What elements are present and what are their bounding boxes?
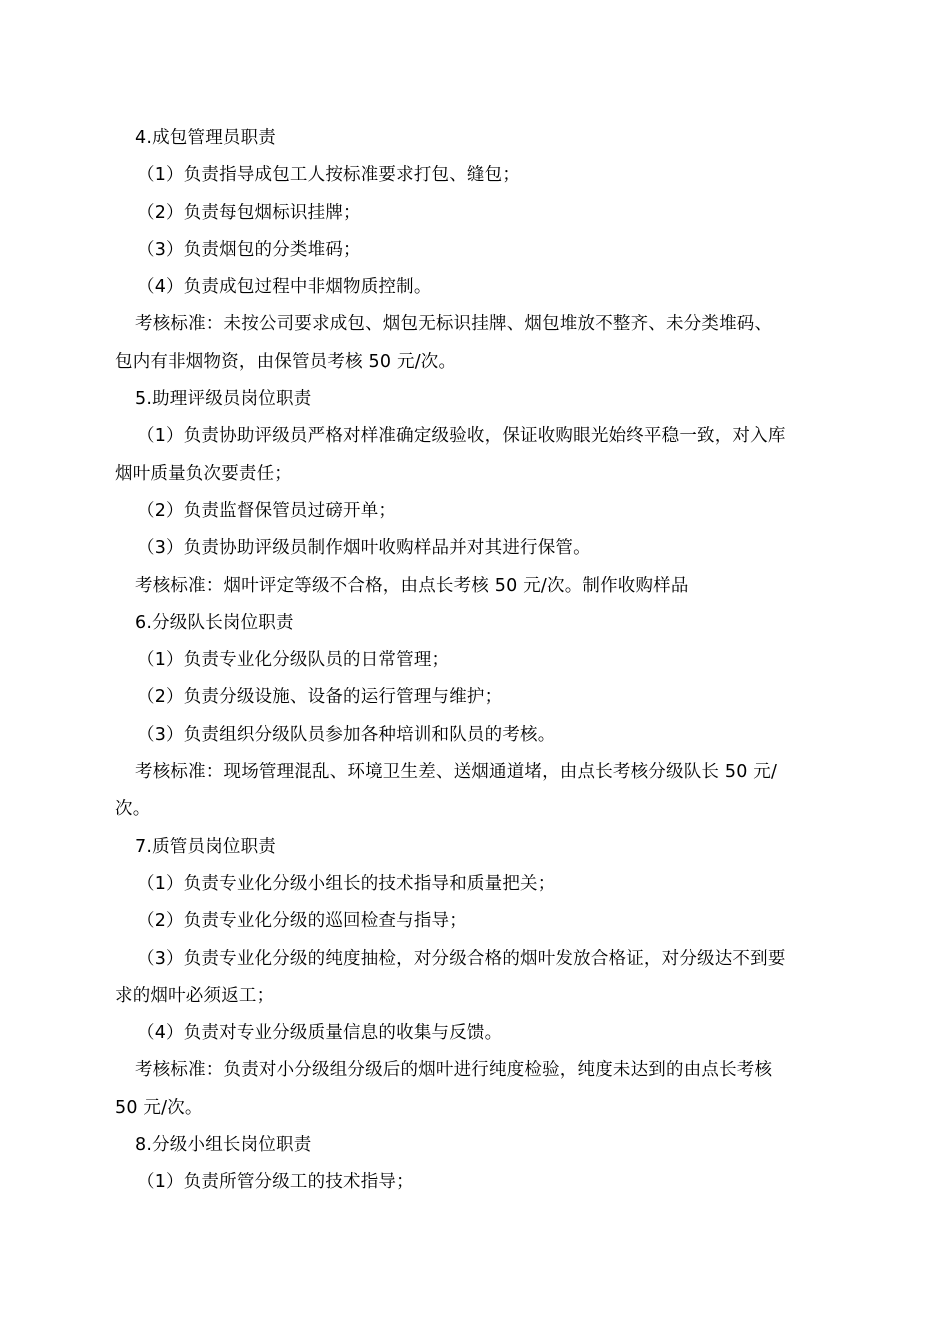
duty-item: （1）负责专业化分级小组长的技术指导和质量把关； [137, 873, 556, 894]
section-heading: 4.成包管理员职责 [135, 128, 276, 148]
duty-item: （1）负责指导成包工人按标准要求打包、缝包； [137, 165, 521, 186]
section-heading: 8.分级小组长岗位职责 [135, 1135, 312, 1156]
section-heading: 7.质管员岗位职责 [135, 836, 276, 857]
assessment-standard: 考核标准：负责对小分级组分级后的烟叶进行纯度检验，纯度未达到的由点长考核 [135, 1060, 773, 1081]
document-body [115, 120, 835, 1202]
text-continuation: 求的烟叶必须返工； [115, 985, 275, 1006]
text-continuation: 50 元/次。 [115, 1097, 203, 1118]
assessment-standard: 考核标准：现场管理混乱、环境卫生差、送烟通道堵，由点长考核分级队长 50 元/ [135, 762, 778, 783]
duty-item: （4）负责对专业分级质量信息的收集与反馈。 [137, 1023, 503, 1044]
text-continuation: 次。 [115, 799, 151, 820]
section-heading: 6.分级队长岗位职责 [135, 612, 294, 633]
section-heading: 5.助理评级员岗位职责 [135, 389, 312, 410]
duty-item: （2）负责分级设施、设备的运行管理与维护； [137, 687, 503, 708]
duty-item: （3）负责专业化分级的纯度抽检，对分级合格的烟叶发放合格证，对分级达不到要 [137, 948, 786, 969]
duty-item: （2）负责每包烟标识挂牌； [137, 202, 361, 223]
duty-item: （2）负责监督保管员过磅开单； [137, 500, 397, 521]
assessment-standard: 考核标准：未按公司要求成包、烟包无标识挂牌、烟包堆放不整齐、未分类堆码、 [135, 314, 773, 335]
duty-item: （2）负责专业化分级的巡回检查与指导； [137, 911, 467, 932]
duty-item: （1）负责协助评级员严格对样准确定级验收，保证收购眼光始终平稳一致，对入库 [137, 426, 786, 447]
assessment-standard: 考核标准：烟叶评定等级不合格，由点长考核 50 元/次。制作收购样品 [135, 575, 689, 596]
text-continuation: 包内有非烟物资，由保管员考核 50 元/次。 [115, 351, 457, 372]
duty-item: （1）负责所管分级工的技术指导； [137, 1172, 414, 1193]
duty-item: （3）负责组织分级队员参加各种培训和队员的考核。 [137, 724, 556, 745]
text-continuation: 烟叶质量负次要责任； [115, 463, 292, 484]
duty-item: （3）负责协助评级员制作烟叶收购样品并对其进行保管。 [137, 538, 591, 559]
duty-item: （4）负责成包过程中非烟物质控制。 [137, 277, 432, 298]
duty-item: （1）负责专业化分级队员的日常管理； [137, 650, 450, 671]
duty-item: （3）负责烟包的分类堆码； [137, 239, 361, 260]
